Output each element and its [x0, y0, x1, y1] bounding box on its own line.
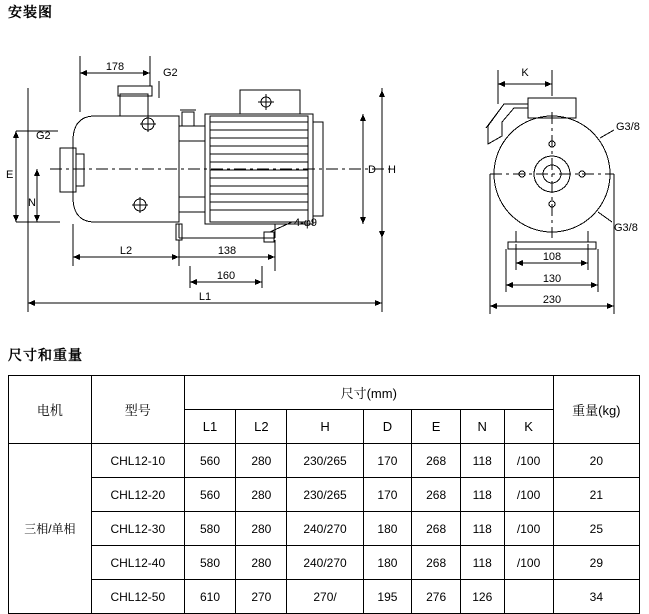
- cell-d: 195: [363, 580, 412, 614]
- cell-l1: 580: [184, 546, 235, 580]
- cell-h: 240/270: [287, 546, 363, 580]
- header-model: 型号: [91, 376, 184, 444]
- cell-model: CHL12-40: [91, 546, 184, 580]
- cell-k: [504, 580, 553, 614]
- cell-weight: 34: [553, 580, 639, 614]
- header-l2: L2: [236, 410, 287, 444]
- dim-label-230: 230: [542, 294, 562, 306]
- cell-motor-value: 三相/单相: [9, 444, 92, 614]
- header-size-group: 尺寸(mm): [184, 376, 553, 410]
- cell-d: 170: [363, 444, 412, 478]
- cell-h: 230/265: [287, 444, 363, 478]
- header-weight: 重量(kg): [553, 376, 639, 444]
- cell-d: 180: [363, 546, 412, 580]
- label-g2-top: G2: [163, 67, 178, 79]
- label-g38-top: G3/8: [616, 121, 640, 133]
- page-title-dimensions: 尺寸和重量: [8, 347, 83, 363]
- page-title-installation: 安装图: [8, 4, 53, 20]
- cell-k: /100: [504, 444, 553, 478]
- cell-l2: 280: [236, 478, 287, 512]
- dimensions-weight-table: [8, 375, 640, 614]
- cell-n: 126: [460, 580, 504, 614]
- cell-e: 268: [412, 512, 461, 546]
- label-4-phi-9: 4-φ9: [294, 217, 318, 229]
- table-row: [9, 580, 640, 614]
- dim-label-130: 130: [542, 273, 562, 285]
- table-row: [9, 546, 640, 580]
- cell-model: CHL12-20: [91, 478, 184, 512]
- header-motor: 电机: [9, 376, 92, 444]
- cell-weight: 21: [553, 478, 639, 512]
- cell-weight: 20: [553, 444, 639, 478]
- cell-l2: 280: [236, 546, 287, 580]
- cell-h: 270/: [287, 580, 363, 614]
- table-header-row-top: [9, 376, 640, 410]
- cell-k: /100: [504, 512, 553, 546]
- cell-d: 170: [363, 478, 412, 512]
- cell-model: CHL12-30: [91, 512, 184, 546]
- cell-h: 240/270: [287, 512, 363, 546]
- dim-label-l1: L1: [198, 291, 212, 303]
- header-n: N: [460, 410, 504, 444]
- cell-l1: 610: [184, 580, 235, 614]
- cell-n: 118: [460, 546, 504, 580]
- dim-label-d: D: [368, 164, 376, 176]
- dim-label-160: 160: [216, 270, 236, 282]
- cell-k: /100: [504, 478, 553, 512]
- cell-l2: 270: [236, 580, 287, 614]
- cell-weight: 25: [553, 512, 639, 546]
- cell-e: 268: [412, 546, 461, 580]
- dim-label-138: 138: [217, 245, 237, 257]
- cell-l1: 580: [184, 512, 235, 546]
- cell-n: 118: [460, 512, 504, 546]
- dim-label-178: 178: [105, 61, 125, 73]
- dim-label-108: 108: [542, 251, 562, 263]
- cell-weight: 29: [553, 546, 639, 580]
- dim-label-k: K: [521, 67, 529, 79]
- label-g2-left: G2: [36, 130, 51, 142]
- cell-l1: 560: [184, 478, 235, 512]
- dim-label-e: E: [6, 169, 14, 181]
- installation-drawing: [0, 26, 649, 326]
- header-d: D: [363, 410, 412, 444]
- cell-e: 268: [412, 444, 461, 478]
- cell-d: 180: [363, 512, 412, 546]
- cell-n: 118: [460, 444, 504, 478]
- table-row: [9, 478, 640, 512]
- header-h: H: [287, 410, 363, 444]
- cell-k: /100: [504, 546, 553, 580]
- cell-h: 230/265: [287, 478, 363, 512]
- cell-model: CHL12-50: [91, 580, 184, 614]
- table-row: [9, 512, 640, 546]
- cell-e: 276: [412, 580, 461, 614]
- dim-label-n: N: [28, 197, 36, 209]
- header-k: K: [504, 410, 553, 444]
- header-l1: L1: [184, 410, 235, 444]
- label-g38-bottom: G3/8: [614, 222, 638, 234]
- cell-l1: 560: [184, 444, 235, 478]
- cell-l2: 280: [236, 512, 287, 546]
- table-row: [9, 444, 640, 478]
- cell-e: 268: [412, 478, 461, 512]
- dim-label-l2: L2: [119, 245, 133, 257]
- dim-label-h: H: [388, 164, 396, 176]
- cell-model: CHL12-10: [91, 444, 184, 478]
- cell-l2: 280: [236, 444, 287, 478]
- cell-n: 118: [460, 478, 504, 512]
- header-e: E: [412, 410, 461, 444]
